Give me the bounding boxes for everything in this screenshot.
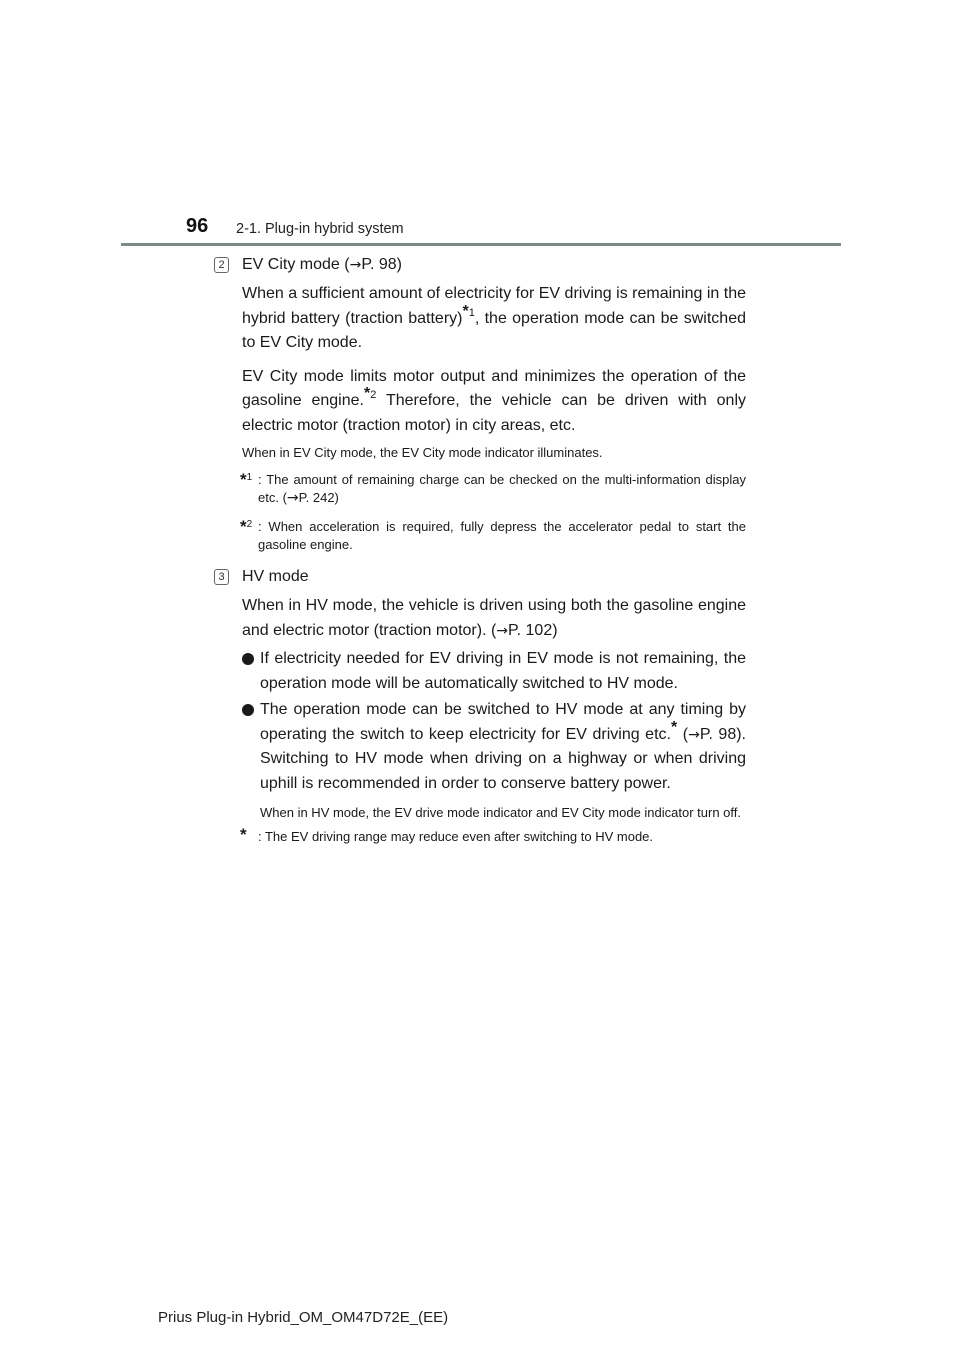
item-2-indicator-note: When in EV City mode, the EV City mode indicator illuminates. (242, 445, 603, 460)
item-number-badge: 2 (214, 257, 229, 273)
footnote-hv: * : The EV driving range may reduce even after switching to HV mode. (240, 825, 654, 844)
footnote-marker: *2 (363, 385, 377, 402)
arrow-right-icon: → (496, 622, 509, 639)
arrow-right-icon: → (688, 726, 700, 743)
bullet-item-2: The operation mode can be switched to HV mode at any timing by operating the switch to keep electricity for EV driving etc.* (→P. 98). Switching to HV mode when driving on a highway or when driving uphill is recommended in order to conserve battery power. (214, 698, 746, 796)
item-3-paragraph: When in HV mode, the vehicle is driven using both the gasoline engine and electric motor (traction motor). (→P. 102) (242, 597, 746, 639)
item-2-heading: 2 EV City mode (→P. 98) (214, 254, 746, 276)
page-number: 96 (186, 215, 209, 237)
arrow-right-icon: → (349, 257, 362, 273)
footnote-marker: *1 (462, 302, 475, 320)
page-reference-link[interactable]: P. 102) (508, 621, 558, 639)
footer-manual-id: Prius Plug-in Hybrid_OM_OM47D72E_(EE) (158, 1309, 449, 1326)
item-2-paragraph-2: EV City mode limits motor output and minimizes the operation of the gasoline engine.$^{*2}$ Therefore, the vehicle can be driven with only electric motor (traction motor) in city areas, etc. (242, 367, 746, 434)
arrow-right-icon: → (286, 490, 299, 506)
item-number-badge: 3 (214, 569, 229, 585)
item-2-paragraph-1: When a sufficient amount of electricity for EV driving is remaining in the hybrid battery (traction battery)$^{*1}$, the operation mode can be switched to EV City mode. (242, 285, 746, 351)
footnote-1: *$^1$ : The amount of remaining charge can be checked on the multi-information display etc. (→P. 242) (240, 470, 746, 506)
page-content (214, 254, 746, 846)
bullet-dot-icon (242, 653, 254, 665)
page-reference-link[interactable]: P. 98) (361, 256, 402, 273)
bullet-item-1: If electricity needed for EV driving in EV mode is not remaining, the operation mode will be automatically switched to HV mode. (214, 647, 746, 696)
item-3-heading: 3 HV mode (214, 566, 746, 588)
header-rule (121, 243, 841, 246)
bullet-dot-icon (242, 704, 254, 716)
page-reference-link[interactable]: P. 242) (298, 490, 339, 505)
item-3-indicator-note: When in HV mode, the EV drive mode indicator and EV City mode indicator turn off. (260, 805, 741, 820)
section-title: 2-1. Plug-in hybrid system (236, 221, 404, 237)
footnote-marker: * (670, 718, 678, 736)
footnote-2: *$^2$ : When acceleration is required, fully depress the accelerator pedal to start the gasoline engine. (240, 517, 746, 552)
